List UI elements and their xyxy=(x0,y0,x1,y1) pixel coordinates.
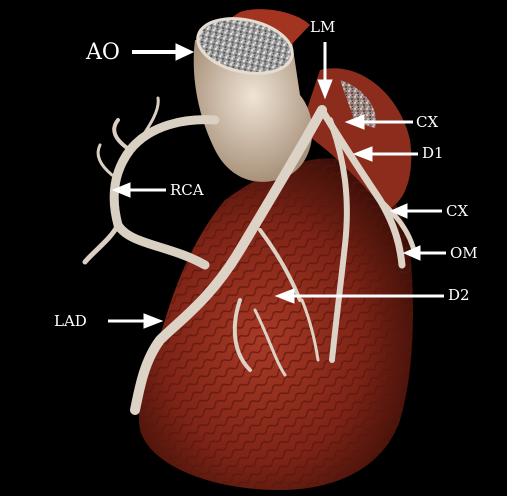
label-cx-mid: CX xyxy=(446,202,469,220)
arrow-lad xyxy=(108,314,162,328)
arrow-rca xyxy=(113,183,166,197)
label-d2: D2 xyxy=(448,286,470,304)
label-om: OM xyxy=(450,244,478,262)
label-lm: LM xyxy=(310,18,336,36)
label-cx-top: CX xyxy=(416,113,439,131)
label-ao: AO xyxy=(86,40,120,65)
label-d1: D1 xyxy=(422,144,444,162)
label-rca: RCA xyxy=(170,181,204,199)
label-lad: LAD xyxy=(54,312,87,330)
arrow-ao xyxy=(132,44,193,60)
